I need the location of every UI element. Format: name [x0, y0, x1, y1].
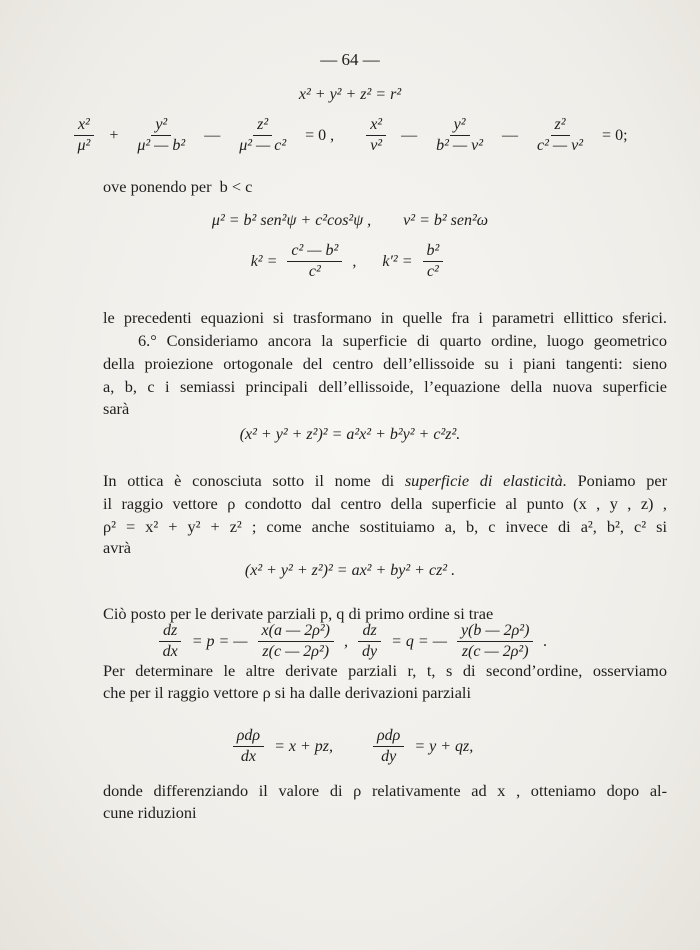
operator: + — [109, 126, 119, 144]
text-line: a, b, c i semiassi principali dell’ellissoide, l’equazione della nuova superficie — [103, 377, 667, 396]
text-line: della proiezione ortogonale del centro dell’ellissoide su i piani tangenti: sieno — [103, 354, 667, 373]
text-line — [103, 470, 667, 492]
numerator: ρdρ — [233, 727, 264, 747]
text-line: ove ponendo per b < c — [103, 177, 253, 196]
numerator: z² — [551, 116, 570, 136]
lhs: k′² = — [382, 252, 413, 270]
operator: = 0 , — [305, 126, 335, 144]
equation-elasticity: (x² + y² + z²)² = a²x² + b²y² + c²z². — [239, 426, 461, 443]
denominator: dx — [162, 643, 178, 660]
operator: = 0; — [602, 126, 628, 144]
operator: — — [502, 126, 519, 144]
numerator: z² — [253, 116, 272, 136]
denominator: dy — [362, 643, 378, 660]
denominator: z(c — 2ρ²) — [262, 643, 330, 660]
equation-sphere: x² + y² + z² = r² — [298, 86, 402, 103]
text-line: donde differenziando il valore di ρ relativamente ad x , otteniamo dopo al- — [103, 781, 667, 800]
emphasis: superficie di elasticità. — [404, 471, 567, 490]
text-line: cune riduzioni — [103, 803, 197, 822]
text-line: sarà — [103, 399, 130, 418]
denominator: μ² — b² — [137, 137, 186, 154]
text: In ottica è conosciuta sotto il nome di — [103, 471, 405, 490]
denominator: z(c — 2ρ²) — [461, 643, 529, 660]
text: Poniamo per — [566, 471, 668, 490]
numerator: y(b — 2ρ²) — [457, 622, 533, 642]
denominator: μ² — [77, 137, 91, 154]
denominator: dx — [240, 748, 256, 765]
text-line: Ciò posto per le derivate parziali p, q di primo ordine si trae — [103, 604, 494, 623]
numerator: y² — [450, 116, 470, 136]
middle: = q = — — [391, 632, 447, 650]
denominator: ν² — [370, 137, 383, 154]
text-line: che per il raggio vettore ρ si ha dalle derivazioni parziali — [103, 683, 471, 702]
denominator: c² — ν² — [537, 137, 584, 154]
middle: = p = — — [191, 632, 248, 650]
equation-substituted: (x² + y² + z²)² = ax² + by² + cz² . — [244, 562, 456, 579]
text-line: le precedenti equazioni si trasformano in quelle fra i parametri ellittico sferici. — [103, 308, 667, 327]
denominator: c² — [308, 263, 321, 280]
numerator: c² — b² — [287, 242, 342, 262]
text-line: ρ² = x² + y² + z² ; come anche sostituiamo a, b, c invece di a², b², c² si — [103, 517, 667, 536]
operator: — — [401, 126, 418, 144]
text-line: Per determinare le altre derivate parziali r, t, s di second’ordine, osserviamo — [103, 661, 667, 680]
numerator: x(a — 2ρ²) — [258, 622, 334, 642]
equation-rho — [0, 727, 700, 766]
numerator: y² — [151, 116, 171, 136]
equation-mu-nu: μ² = b² sen²ψ + c²cos²ψ , ν² = b² sen²ω — [211, 212, 489, 229]
numerator: x² — [366, 116, 386, 136]
denominator: b² — ν² — [436, 137, 484, 154]
operator: — — [204, 126, 221, 144]
separator: , — [352, 252, 357, 270]
equation-confocal — [0, 116, 700, 155]
numerator: x² — [74, 116, 94, 136]
numerator: b² — [423, 242, 444, 262]
text-line: avrà — [103, 538, 132, 557]
denominator: dy — [381, 748, 397, 765]
numerator: dz — [358, 622, 380, 642]
numerator: ρdρ — [373, 727, 404, 747]
equation-derivatives — [0, 622, 700, 661]
page-number: — 64 — — [320, 50, 380, 69]
text-line: il raggio vettore ρ condotto dal centro della superficie al punto (x , y , z) , — [103, 494, 667, 513]
rhs: = x + pz, — [274, 737, 333, 755]
text-line: 6.° Consideriamo ancora la superficie di quarto ordine, luogo geometrico — [138, 331, 667, 350]
lhs: k² = — [250, 252, 278, 270]
equation-k — [0, 242, 700, 281]
denominator: μ² — c² — [239, 137, 287, 154]
numerator: dz — [159, 622, 181, 642]
rhs: = y + qz, — [414, 737, 474, 755]
separator: , — [344, 632, 348, 650]
period: . — [543, 632, 548, 650]
denominator: c² — [426, 263, 439, 280]
